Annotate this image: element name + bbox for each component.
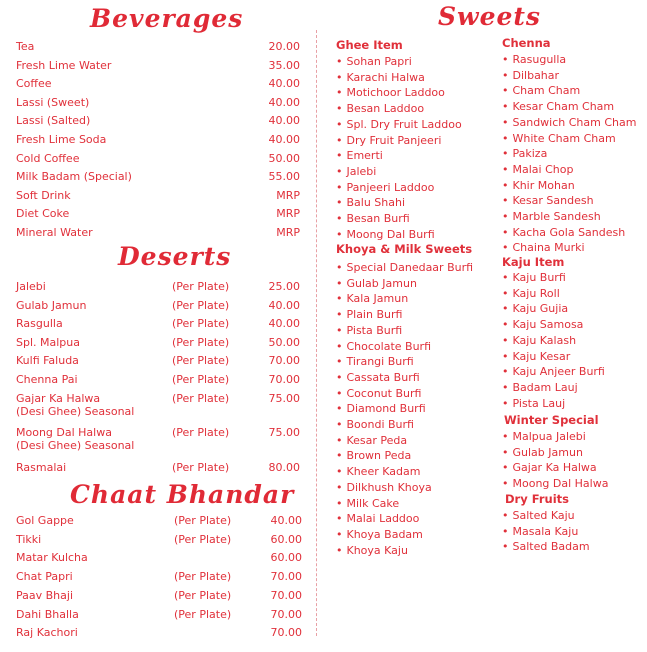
item-unit: (Per Plate) [174,607,232,621]
item-note: (Desi Ghee) Seasonal [16,404,135,418]
item-name: Cold Coffee [16,151,80,165]
sweet-item: • Sandwich Cham Cham [502,116,636,129]
kaju-item-heading: Kaju Item [502,255,565,269]
sweet-item: • Coconut Burfi [336,387,421,400]
menu-item-row [16,426,306,452]
item-price: 40.00 [268,77,300,91]
sweet-item: • Pista Burfi [336,324,402,337]
item-name: Gol Gappe [16,514,74,527]
item-unit: (Per Plate) [174,532,232,546]
item-name: Rasmalai [16,460,67,474]
item-name: Moong Dal Halwa [16,426,112,440]
sweet-item: • Dry Fruit Panjeeri [336,134,441,147]
item-name: Paav Bhaji [16,588,73,602]
item-price: 75.00 [268,391,300,405]
sweet-item: • Moong Dal Halwa [502,477,608,490]
item-unit: (Per Plate) [172,317,230,331]
sweet-item: • Chaina Murki [502,241,585,254]
item-price: 75.00 [268,426,300,440]
item-price: 70.00 [270,570,302,584]
item-name: Chat Papri [16,570,73,584]
sweet-item: • Boondi Burfi [336,418,414,431]
sweet-item: • Cham Cham [502,84,580,97]
sweet-item: • Rasugulla [502,53,566,66]
item-name: Kulfi Faluda [16,354,79,368]
item-unit: (Per Plate) [172,460,230,474]
ghee-item-heading: Ghee Item [336,38,403,52]
sweet-item: • Badam Lauj [502,381,578,394]
menu-item-row [16,461,306,487]
sweet-item: • Cassata Burfi [336,371,420,384]
item-name: Lassi (Sweet) [16,95,90,109]
sweet-item: • Balu Shahi [336,196,405,209]
item-price: 40.00 [268,317,300,331]
item-name: Gajar Ka Halwa [16,391,101,405]
column-divider [316,30,317,636]
item-name: Tikki [16,532,42,546]
item-unit: (Per Plate) [172,373,230,386]
item-name: Matar Kulcha [16,551,88,565]
item-name: Raj Kachori [16,626,78,640]
item-unit: (Per Plate) [172,391,230,405]
sweet-item: • Kaju Burfi [502,271,566,284]
item-unit: (Per Plate) [172,280,230,293]
sweet-item: • Kesar Cham Cham [502,100,614,113]
item-name: Fresh Lime Water [16,58,112,72]
menu-item-row [16,226,306,252]
sweet-item: • Salted Kaju [502,509,575,522]
item-unit: (Per Plate) [174,514,232,527]
item-name: Jalebi [16,280,46,293]
sweet-item: • Kala Jamun [336,292,408,305]
sweet-item: • Masala Kaju [502,525,578,538]
item-unit: (Per Plate) [174,588,232,602]
sweet-item: • Milk Cake [336,497,399,510]
item-name: Diet Coke [16,207,70,221]
item-unit: (Per Plate) [172,354,230,368]
item-price: 20.00 [268,40,300,53]
sweet-item: • Pakiza [502,147,547,160]
item-price: 40.00 [268,95,300,109]
item-price: MRP [276,226,300,239]
sweet-item: • Karachi Halwa [336,71,425,84]
item-price: 70.00 [268,373,300,386]
sweet-item: • Malai Laddoo [336,512,419,525]
sweet-item: • Besan Laddoo [336,102,424,115]
chenna-heading: Chenna [502,36,551,50]
sweet-item: • Motichoor Laddoo [336,86,445,99]
khoya-heading: Khoya & Milk Sweets [336,242,473,256]
sweet-item: • Kaju Kesar [502,350,570,363]
sweet-item: • Kaju Gujia [502,302,568,315]
item-price: 60.00 [270,551,302,565]
sweet-item: • Emerti [336,149,383,162]
item-name: Lassi (Salted) [16,114,91,128]
sweet-item: • Tirangi Burfi [336,355,414,368]
item-name: Gulab Jamun [16,298,87,312]
item-price: 40.00 [268,298,300,312]
item-price: MRP [276,188,300,202]
sweet-item: • Kaju Roll [502,287,560,300]
item-price: 40.00 [270,514,302,527]
item-price: 50.00 [268,335,300,349]
sweet-item: • Chocolate Burfi [336,340,431,353]
sweet-item: • Besan Burfi [336,212,410,225]
sweet-item: • Jalebi [336,165,376,178]
item-price: 70.00 [270,588,302,602]
sweet-item: • Pista Lauj [502,397,565,410]
item-name: Soft Drink [16,188,71,202]
sweet-item: • Kesar Sandesh [502,194,594,207]
item-unit: (Per Plate) [174,570,232,584]
item-name: Milk Badam (Special) [16,170,132,184]
item-price: 35.00 [268,58,300,72]
sweet-item: • Gulab Jamun [336,277,417,290]
item-unit: (Per Plate) [172,426,230,440]
item-name: Chenna Pai [16,373,78,386]
winter-special-heading: Winter Special [504,413,599,427]
menu-item-row [16,626,306,652]
sweet-item: • Malpua Jalebi [502,430,586,443]
sweet-item: • Spl. Dry Fruit Laddoo [336,118,462,131]
sweet-item: • Dilkhush Khoya [336,481,432,494]
deserts-heading: Deserts [118,242,232,271]
sweet-item: • Gulab Jamun [502,446,583,459]
sweet-item: • Plain Burfi [336,308,402,321]
sweet-item: • Sohan Papri [336,55,412,68]
item-note: (Desi Ghee) Seasonal [16,439,135,453]
item-name: Tea [16,40,35,53]
sweet-item: • Malai Chop [502,163,573,176]
item-unit: (Per Plate) [172,298,230,312]
item-name: Rasgulla [16,317,63,331]
item-price: 50.00 [268,151,300,165]
item-name: Dahi Bhalla [16,607,79,621]
sweet-item: • Khoya Kaju [336,544,408,557]
sweet-item: • Kesar Peda [336,434,407,447]
item-price: 40.00 [268,133,300,146]
menu-item-row [16,392,306,418]
dry-fruits-heading: Dry Fruits [505,492,569,506]
item-name: Spl. Malpua [16,335,80,349]
sweet-item: • Dilbahar [502,69,559,82]
sweet-item: • Diamond Burfi [336,402,426,415]
sweet-item: • Kaju Kalash [502,334,576,347]
sweet-item: • Marble Sandesh [502,210,601,223]
sweet-item: • Khoya Badam [336,528,423,541]
sweet-item: • Kheer Kadam [336,465,420,478]
sweet-item: • Khir Mohan [502,179,575,192]
sweet-item: • Kaju Anjeer Burfi [502,365,605,378]
item-price: 40.00 [268,114,300,128]
item-price: 55.00 [268,170,300,184]
item-price: 70.00 [270,626,302,640]
sweets-heading: Sweets [438,2,542,31]
sweet-item: • Kaju Samosa [502,318,583,331]
item-price: 80.00 [268,460,300,474]
item-price: 70.00 [268,354,300,368]
chaat-heading: Chaat Bhandar [70,480,295,509]
sweet-item: • Moong Dal Burfi [336,228,435,241]
item-name: Fresh Lime Soda [16,133,107,146]
beverages-heading: Beverages [90,4,244,33]
sweet-item: • Brown Peda [336,449,411,462]
sweet-item: • Panjeeri Laddoo [336,181,434,194]
item-price: 70.00 [270,607,302,621]
item-price: MRP [276,207,300,221]
sweet-item: • White Cham Cham [502,132,616,145]
sweet-item: • Gajar Ka Halwa [502,461,597,474]
item-price: 25.00 [268,280,300,293]
sweet-item: • Special Danedaar Burfi [336,261,473,274]
item-price: 60.00 [270,532,302,546]
item-name: Coffee [16,77,52,91]
sweet-item: • Kacha Gola Sandesh [502,226,625,239]
item-unit: (Per Plate) [172,335,230,349]
item-name: Mineral Water [16,226,93,239]
sweet-item: • Salted Badam [502,540,590,553]
